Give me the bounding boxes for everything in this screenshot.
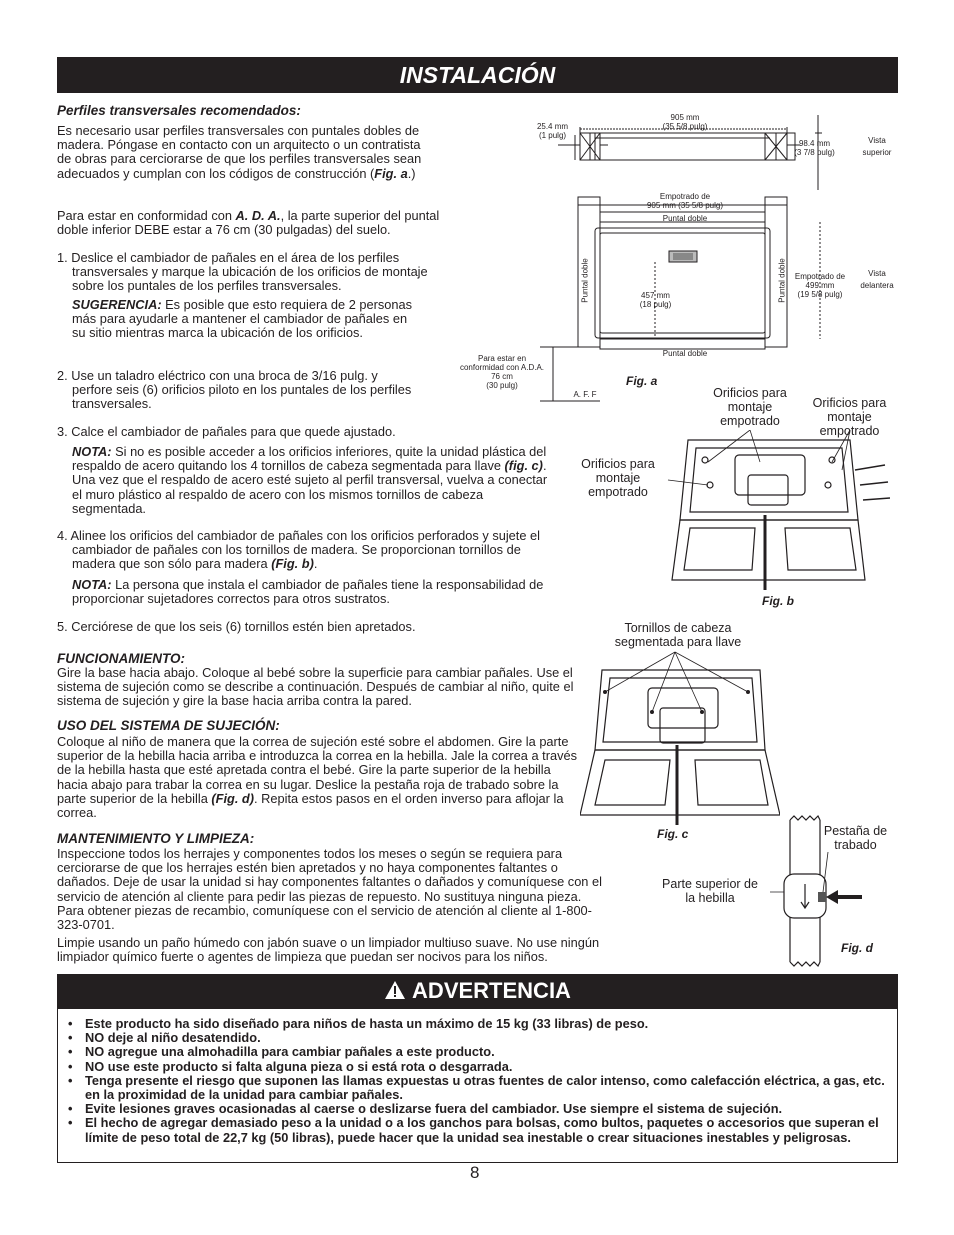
fig-d-callout-tab: Pestaña de trabado bbox=[823, 824, 888, 852]
fig-a-vista-delantera: Vista delantera bbox=[860, 269, 894, 290]
page-title: INSTALACIÓN bbox=[57, 57, 898, 93]
fig-a-label: Fig. a bbox=[626, 374, 658, 388]
step-4-note: NOTA: La persona que instala el cambiador de pañales tiene la responsabilidad de proporcionar sujetadores correctos para otros sustratos. bbox=[72, 577, 544, 607]
fig-a-empotrado-top: Empotrado de 905 mm (35 5/8 pulg) bbox=[646, 192, 724, 210]
step-3-note: NOTA: Si no es posible acceder a los orificios inferiores, quite la unidad plástica del respaldo de acero quitando los 4 tornillos de cabeza segmentada para llave (fig. c). Una vez que el respaldo de acero esté sujeto al perfil transversal, vuelva a conectar el muro plástico al respaldo de acero con los mismos tornillos de cabeza segmentada. bbox=[72, 444, 548, 516]
text-limpieza: Limpie usando un paño húmedo con jabón suave o un limpiador multiuso suave. No use ningún limpiador químico fuerte o agentes de limpieza que puedan ser nocivos para los niños. bbox=[57, 935, 600, 965]
fig-a-puntal-bottom: Puntal doble bbox=[662, 349, 708, 358]
warning-box bbox=[57, 1008, 898, 1163]
step-5: 5. Cerciórese de que los seis (6) tornillos estén bien apretados. bbox=[57, 619, 416, 634]
fig-a-dim-right: 98.4 mm (3 7/8 pulg) bbox=[794, 139, 835, 157]
fig-d-label: Fig. d bbox=[841, 941, 873, 955]
fig-b-callout-3: Orificios para montaje empotrado bbox=[581, 457, 655, 499]
paragraph-perfiles: Es necesario usar perfiles transversales con puntales dobles de madera. Póngase en contacto con un arquitecto o un contratista de obras para cerciorarse de que los perfiles transversales sean adecuados y cumplan con los códigos de construcción (Fig. a.) bbox=[57, 123, 422, 181]
fig-a-vista-superior: Vista superior bbox=[862, 136, 892, 157]
step-1-tip: SUGERENCIA: Es posible que esto requiera de 2 personas más para ayudarle a mantener el cambiador de pañales en su sitio mientras marca la ubicación de los orificios. bbox=[72, 297, 413, 341]
warning-item: • Evite lesiones graves ocasionadas al caerse o deslizarse fuera del cambiador. Use siempre el sistema de sujeción. bbox=[58, 1102, 897, 1116]
step-1: 1. Deslice el cambiador de pañales en el área de los perfiles transversales y marque la ubicación de los orificios de montaje sobre los puntales de los perfiles transversales. bbox=[57, 250, 428, 294]
page-number: 8 bbox=[470, 1163, 480, 1182]
fig-a-ada: Para estar en conformidad con A.D.A. 76 cm (30 pulg) bbox=[459, 354, 545, 390]
paragraph-ada: Para estar en conformidad con A. D. A., la parte superior del puntal doble inferior DEBE estar a 76 cm (30 pulgadas) del suelo. bbox=[57, 208, 440, 238]
fig-a-puntal-top: Puntal doble bbox=[662, 214, 708, 223]
fig-d-callout-buckle: Parte superior de la hebilla bbox=[662, 877, 758, 905]
step-4: 4. Alinee los orificios del cambiador de pañales con los orificios perforados y sujete el cambiador de pañales con los tornillos de madera. Se proporcionan tornillos de madera que son sólo para madera (Fig. b). bbox=[57, 528, 540, 572]
warning-item: • NO use este producto si falta alguna pieza o si está rota o desgarrada. bbox=[58, 1060, 897, 1074]
fig-a-dim-center: 457 mm (18 pulg) bbox=[639, 291, 672, 309]
text-funcionamiento: Gire la base hacia abajo. Coloque al bebé sobre la superficie para cambiar pañales. Use el sistema de sujeción como se describe a continuación. Después de cambiar al niño, quite el sistema de sujeción y gire la base hacia arriba contra la pared. bbox=[57, 665, 574, 709]
text-mantenimiento: Inspeccione todos los herrajes y componentes todos los meses o según se requiera para cerciorarse de que los herrajes estén bien apretados y no haya componentes faltantes o dañados. Deje de usar la unidad si hay componentes faltantes o dañados y comuníquese con el servicio de atención al cliente para pedir las piezas de repuesto. No sustituya ninguna pieza. Para obtener piezas de recambio, comuníquese con el servicio de atención al cliente al 1-800-323-0701. bbox=[57, 846, 602, 933]
fig-a-dim-top: 905 mm (35 5/8 pulg) bbox=[662, 113, 708, 131]
fig-b-label: Fig. b bbox=[762, 594, 794, 608]
fig-b-callout-2: Orificios para montaje empotrado bbox=[812, 396, 887, 438]
warning-item: • Este producto ha sido diseñado para niños de hasta un máximo de 15 kg (33 libras) de peso. bbox=[58, 1017, 897, 1031]
fig-a-dim-left: 25.4 mm (1 pulg) bbox=[536, 122, 569, 140]
step-2: 2. Use un taladro eléctrico con una broca de 3/16 pulg. y perfore seis (6) orificios piloto en los puntales de los perfiles transversales. bbox=[57, 368, 412, 412]
fig-c-caption: Tornillos de cabeza segmentada para llave bbox=[614, 621, 742, 649]
fig-c-label: Fig. c bbox=[657, 827, 689, 841]
fig-b-illustration bbox=[660, 430, 890, 590]
text-uso-sujecion: Coloque al niño de manera que la correa de sujeción esté sobre el abdomen. Gire la parte superior de la hebilla hacia arriba e introduzca la correa en la hebilla. Jale la correa a través de la hebilla hasta que esté apretada contra el bebé. Gire la parte superior de la hebilla hacia abajo para trabar la correa en su lugar. Deslice la pestaña roja de trabado sobre la parte superior de la hebilla (Fig. d). Repita estos pasos en el orden inverso para aflojar la correa. bbox=[57, 734, 577, 821]
heading-funcionamiento: FUNCIONAMIENTO: bbox=[57, 651, 185, 666]
fig-a-empotrado-right: Empotrado de 499 mm (19 5/8 pulg) bbox=[794, 272, 846, 299]
fig-a-puntal-right: Puntal doble bbox=[777, 258, 787, 303]
warning-item: • NO deje al niño desatendido. bbox=[58, 1031, 897, 1045]
heading-mantenimiento: MANTENIMIENTO Y LIMPIEZA: bbox=[57, 831, 255, 846]
warning-item: • El hecho de agregar demasiado peso a la unidad o a los ganchos para bolsas, como bultos, paquetes o accesorios que superan el límite de peso total de 22,7 kg (50 libras), puede hacer que la unidad sea inestable o crear situaciones inestables y peligrosas. bbox=[58, 1116, 885, 1144]
warning-icon bbox=[384, 976, 406, 1010]
fig-a-aff: A. F. F bbox=[573, 390, 597, 399]
heading-uso-sujecion: USO DEL SISTEMA DE SUJECIÓN: bbox=[57, 718, 280, 733]
warning-title: ADVERTENCIA bbox=[412, 978, 571, 1003]
warning-item: • NO agregue una almohadilla para cambiar pañales a este producto. bbox=[58, 1045, 897, 1059]
step-3: 3. Calce el cambiador de pañales para que quede ajustado. bbox=[57, 424, 396, 439]
fig-c-illustration bbox=[580, 650, 780, 825]
fig-a-puntal-left: Puntal doble bbox=[580, 258, 590, 303]
warning-item: • Tenga presente el riesgo que suponen las llamas expuestas u otras fuentes de calor intenso, como calefacción eléctrica, a gas, etc. en la proximidad de la unidad para cambiar pañales. bbox=[58, 1074, 885, 1102]
fig-b-callout-1: Orificios para montaje empotrado bbox=[713, 386, 787, 428]
warning-banner bbox=[57, 974, 898, 1008]
section-heading-perfiles: Perfiles transversales recomendados: bbox=[57, 103, 301, 118]
